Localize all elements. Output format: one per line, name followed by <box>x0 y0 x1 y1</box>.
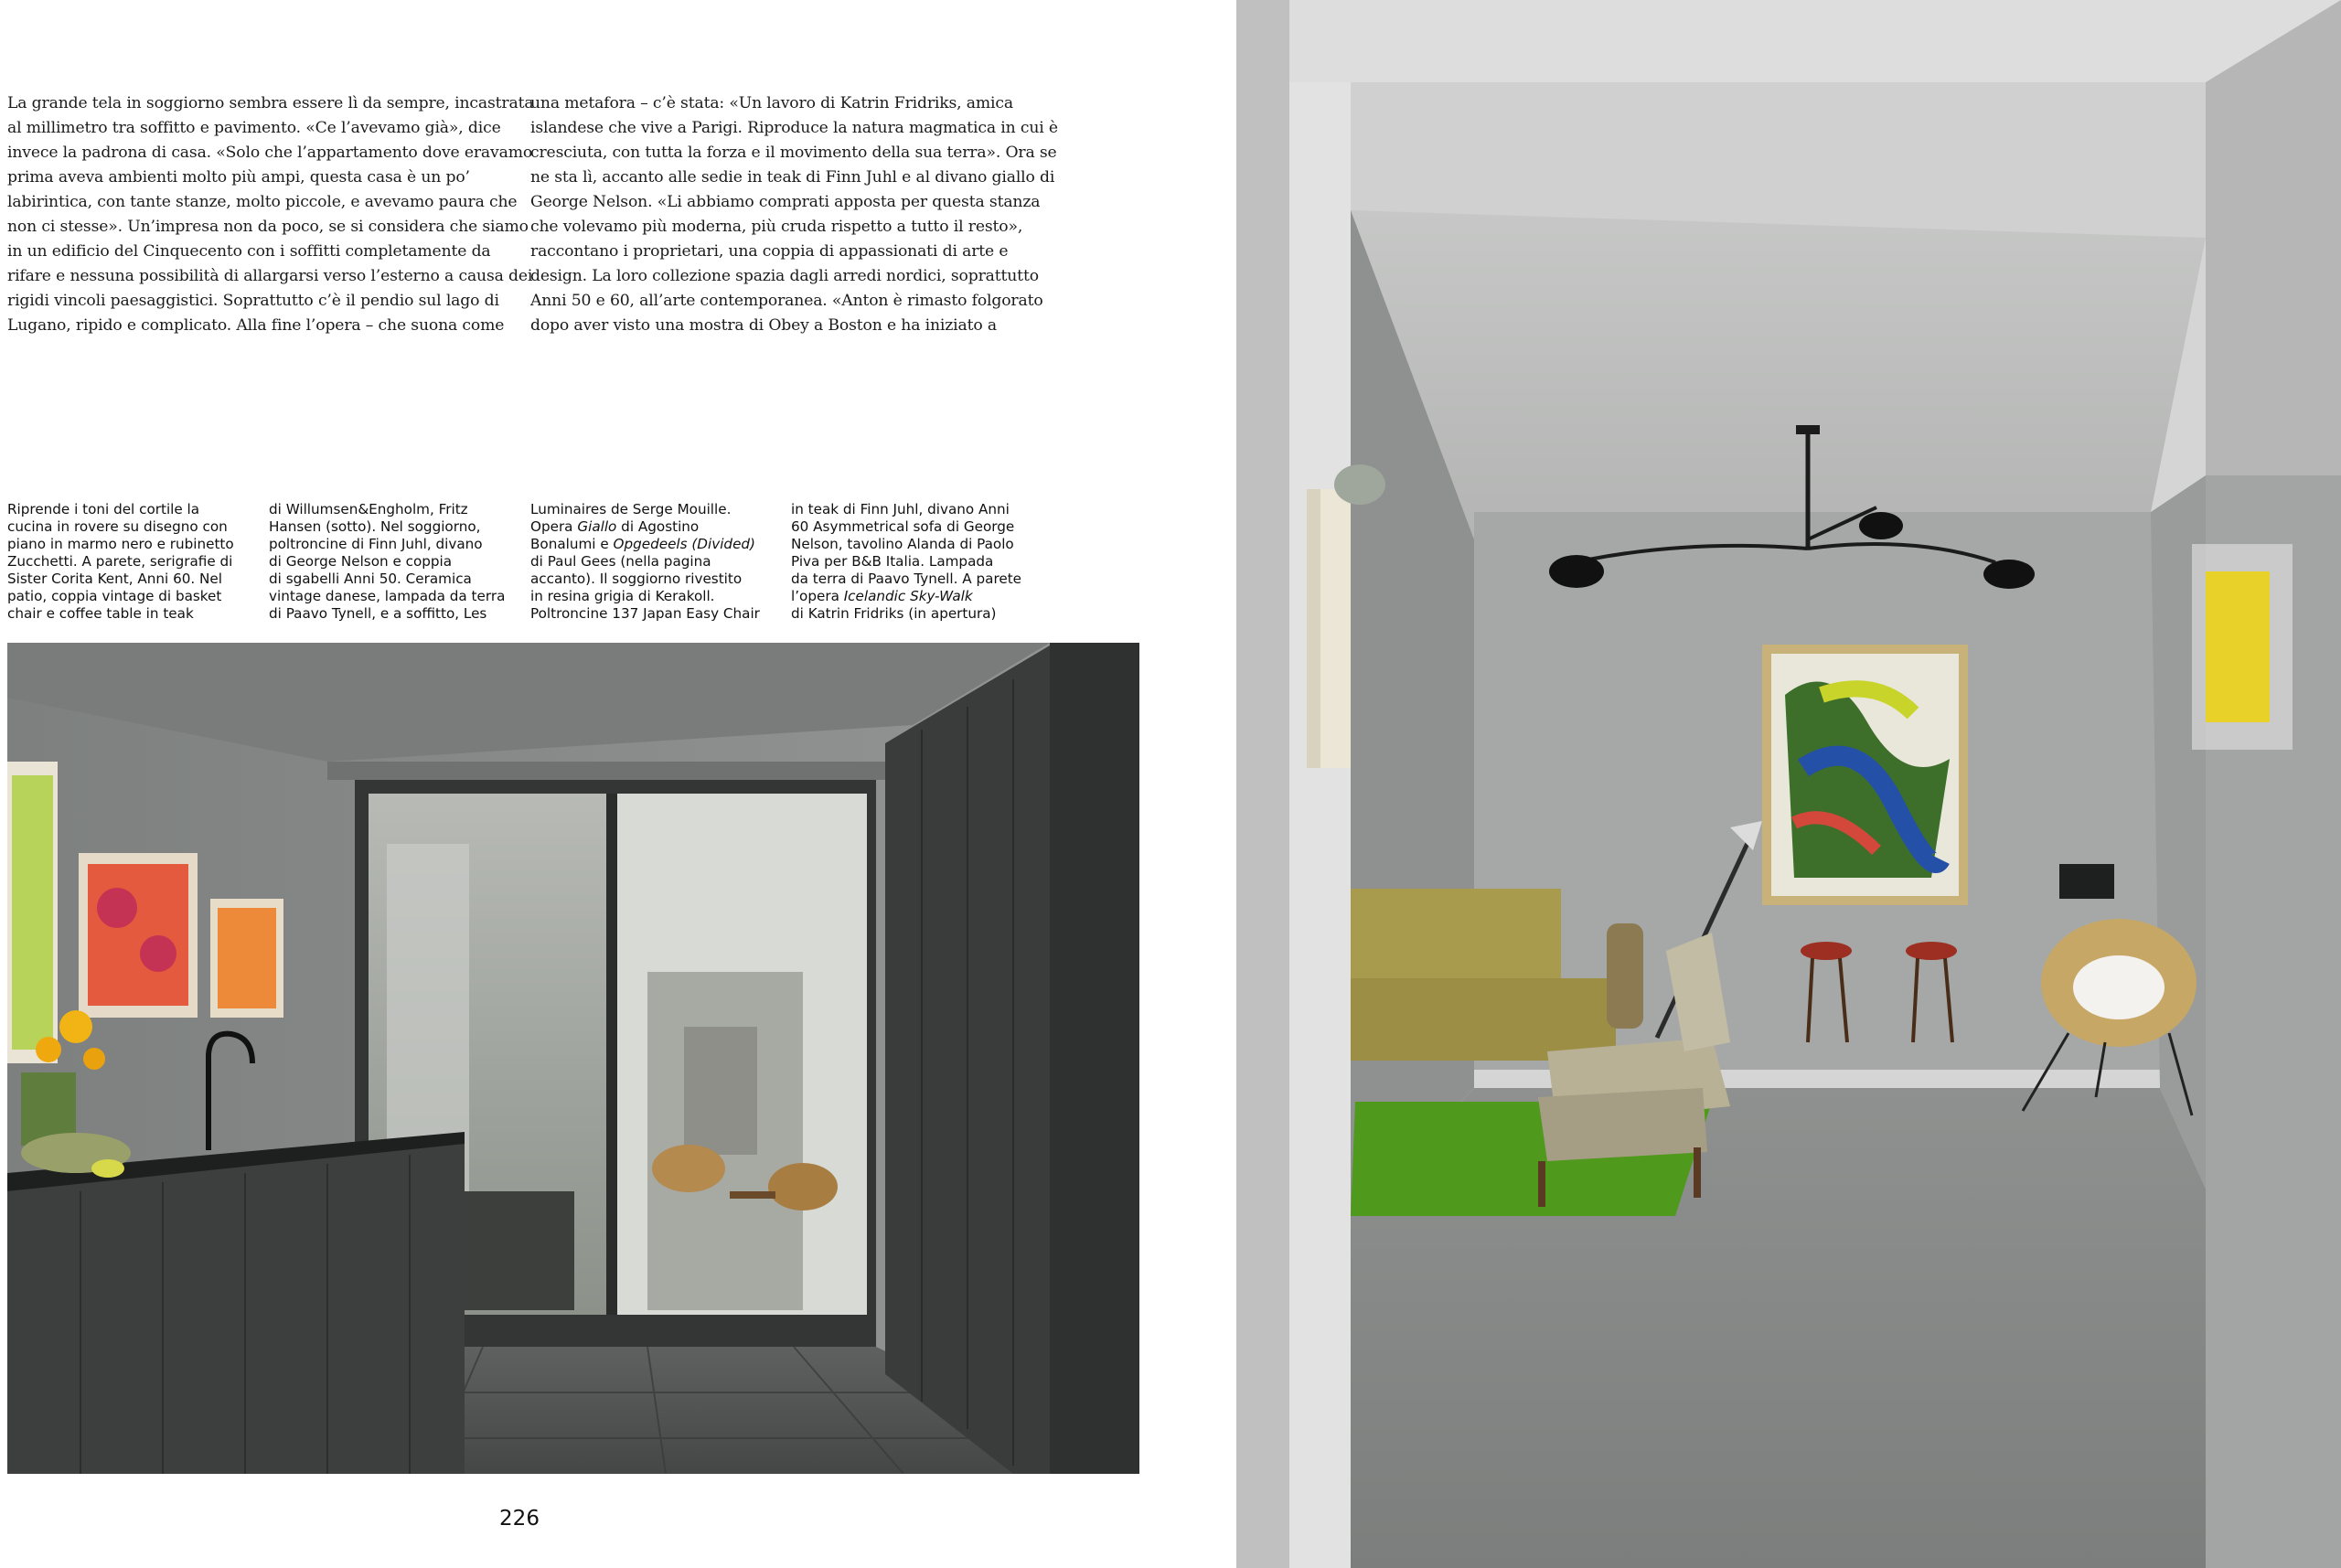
caption-line: piano in marmo nero e rubinetto <box>7 536 234 552</box>
caption-line: poltroncine di Finn Juhl, divano <box>269 536 483 552</box>
body-line: cresciuta, con tutta la forza e il movimento della sua terra». Ora se <box>530 144 1057 162</box>
body-line: islandese che vive a Parigi. Riproduce la natura magmatica in cui è <box>530 119 1058 137</box>
body-line: una metafora – c’è stata: «Un lavoro di Katrin Fridriks, amica <box>530 94 1013 112</box>
caption-text: l’opera <box>791 588 844 604</box>
caption-line: cucina in rovere su disegno con <box>7 518 228 535</box>
caption-text: di Agostino <box>616 518 700 535</box>
kitchen-photo <box>7 643 1139 1474</box>
caption-line: Poltroncine 137 Japan Easy Chair <box>530 605 760 622</box>
caption-column-1 <box>7 501 254 623</box>
body-line: al millimetro tra soffitto e pavimento. «Ce l’avevamo già», dice <box>7 119 501 137</box>
body-line: in un edificio del Cinquecento con i soffitti completamente da <box>7 242 491 261</box>
caption-line: di Paul Gees (nella pagina <box>530 553 711 570</box>
caption-line: Nelson, tavolino Alanda di Paolo <box>791 536 1014 552</box>
body-line: rigidi vincoli paesaggistici. Soprattutto c’è il pendio sul lago di <box>7 292 499 310</box>
caption-line: 60 Asymmetrical sofa di George <box>791 518 1015 535</box>
caption-text: Bonalumi e <box>530 536 614 552</box>
caption-line: di Willumsen&Engholm, Fritz <box>269 501 468 517</box>
caption-column-2 <box>269 501 516 623</box>
caption-line <box>791 588 1038 605</box>
artwork-title: Icelandic Sky-Walk <box>843 588 973 604</box>
artwork-title: Opgedeels (Divided) <box>613 536 755 552</box>
caption-line: Riprende i toni del cortile la <box>7 501 200 517</box>
caption-line: vintage danese, lampada da terra <box>269 588 506 604</box>
caption-line: accanto). Il soggiorno rivestito <box>530 571 743 587</box>
caption-line: Sister Corita Kent, Anni 60. Nel <box>7 571 222 587</box>
caption-line: di George Nelson e coppia <box>269 553 453 570</box>
kitchen-photo-illustration <box>7 643 1139 1474</box>
body-line: George Nelson. «Li abbiamo comprati apposta per questa stanza <box>530 193 1041 211</box>
caption-line: patio, coppia vintage di basket <box>7 588 222 604</box>
body-line: raccontano i proprietari, una coppia di appassionati di arte e <box>530 242 1009 261</box>
artwork-title: Giallo <box>577 518 617 535</box>
caption-line: Piva per B&B Italia. Lampada <box>791 553 994 570</box>
caption-line: di sgabelli Anni 50. Ceramica <box>269 571 472 587</box>
body-line: Anni 50 e 60, all’arte contemporanea. «Anton è rimasto folgorato <box>530 292 1043 310</box>
body-line: invece la padrona di casa. «Solo che l’appartamento dove eravamo <box>7 144 533 162</box>
body-line: prima aveva ambienti molto più ampi, questa casa è un po’ <box>7 168 470 187</box>
caption-text: Opera <box>530 518 578 535</box>
body-text-column-2 <box>530 91 1058 338</box>
caption-line: da terra di Paavo Tynell. A parete <box>791 571 1021 587</box>
body-line: Lugano, ripido e complicato. Alla fine l’opera – che suona come <box>7 316 505 335</box>
caption-line: Luminaires de Serge Mouille. <box>530 501 732 517</box>
living-room-photo <box>1236 0 2341 1568</box>
caption-line: Hansen (sotto). Nel soggiorno, <box>269 518 481 535</box>
caption-line: chair e coffee table in teak <box>7 605 194 622</box>
body-line: non ci stesse». Un’impresa non da poco, se si considera che siamo <box>7 218 529 236</box>
caption-line: Zucchetti. A parete, serigrafie di <box>7 553 233 570</box>
body-line: labirintica, con tante stanze, molto piccole, e avevamo paura che <box>7 193 518 211</box>
body-line: ne sta lì, accanto alle sedie in teak di Finn Juhl e al divano giallo di <box>530 168 1055 187</box>
body-line: rifare e nessuna possibilità di allargarsi verso l’esterno a causa dei <box>7 267 533 285</box>
caption-column-4 <box>791 501 1038 623</box>
caption-line: di Paavo Tynell, e a soffitto, Les <box>269 605 487 622</box>
body-text-column-1 <box>7 91 534 338</box>
body-line: che volevamo più moderna, più cruda rispetto a tutto il resto», <box>530 218 1023 236</box>
page-number: 226 <box>499 1507 540 1531</box>
caption-line: in teak di Finn Juhl, divano Anni <box>791 501 1010 517</box>
caption-line <box>530 536 777 553</box>
body-line: La grande tela in soggiorno sembra essere lì da sempre, incastrata <box>7 94 534 112</box>
body-line: dopo aver visto una mostra di Obey a Boston e ha iniziato a <box>530 316 997 335</box>
caption-column-3 <box>530 501 777 623</box>
caption-line <box>530 518 777 536</box>
body-line: design. La loro collezione spazia dagli arredi nordici, soprattutto <box>530 267 1039 285</box>
living-room-illustration <box>1236 0 2341 1568</box>
caption-line: in resina grigia di Kerakoll. <box>530 588 715 604</box>
caption-line: di Katrin Fridriks (in apertura) <box>791 605 997 622</box>
